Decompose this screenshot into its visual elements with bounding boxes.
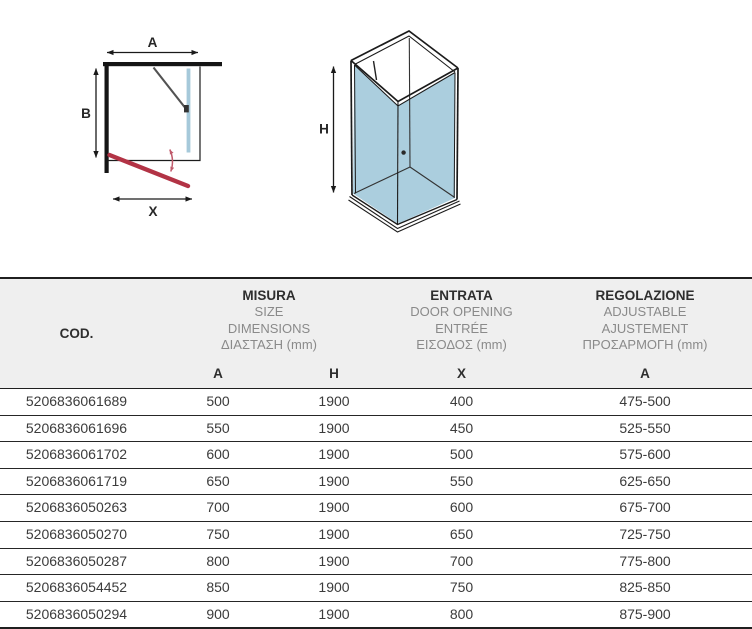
- a-value: 600: [206, 446, 230, 463]
- table-row: [0, 495, 752, 522]
- subcol-regolazione-a: A: [538, 358, 752, 389]
- cod-value: 5206836061719: [25, 472, 128, 489]
- x-value: 800: [449, 605, 474, 622]
- col-group-entrata: [385, 278, 538, 358]
- cod-value: 5206836054452: [25, 579, 128, 596]
- plan-label-a: A: [147, 35, 158, 50]
- entrata-sub2: ENTRÉE: [435, 320, 488, 336]
- a-value: 800: [206, 552, 230, 569]
- adj-value: 825-850: [619, 579, 671, 596]
- col-group-regolazione: [538, 278, 752, 358]
- figure-iso-view: [319, 31, 460, 232]
- x-value: 600: [449, 499, 474, 516]
- a-value: 550: [206, 419, 230, 436]
- table-row: [0, 575, 752, 602]
- col-group-misura: [153, 278, 385, 358]
- h-value: 1900: [318, 393, 350, 409]
- h-value: 1900: [318, 579, 350, 596]
- adj-value: 575-600: [619, 446, 671, 463]
- regolazione-sub3: ΠΡΟΣΑΡΜΟΓΗ (mm): [582, 337, 708, 352]
- misura-title: MISURA: [242, 288, 296, 303]
- spec-table-body: [0, 389, 752, 629]
- h-value: 1900: [318, 419, 350, 436]
- x-value: 400: [449, 393, 474, 409]
- table-row: [0, 521, 752, 548]
- regolazione-sub2: AJUSTEMENT: [601, 320, 689, 336]
- iso-label-h: H: [319, 121, 329, 137]
- regolazione-title: REGOLAZIONE: [595, 288, 695, 303]
- a-value: 650: [206, 472, 230, 489]
- regolazione-sub1: ADJUSTABLE: [603, 304, 687, 319]
- adj-value: 625-650: [619, 472, 671, 489]
- misura-sub1: SIZE: [254, 304, 284, 319]
- table-row: [0, 442, 752, 469]
- table-row: [0, 601, 752, 628]
- table-row: [0, 415, 752, 442]
- back-corner-edge: [409, 38, 410, 167]
- h-value: 1900: [318, 446, 350, 463]
- spec-table-header: [0, 278, 752, 389]
- table-row: [0, 389, 752, 416]
- h-value: 1900: [318, 525, 350, 542]
- x-value: 550: [449, 472, 474, 489]
- plan-label-b: B: [81, 106, 91, 121]
- figure-plan-view: [81, 35, 222, 219]
- plan-label-x: X: [148, 204, 158, 219]
- technical-drawings: [0, 0, 752, 277]
- support-bar-line: [154, 68, 187, 110]
- x-value: 650: [449, 525, 474, 542]
- subcol-entrata-x: X: [385, 358, 538, 389]
- a-value: 700: [206, 499, 230, 516]
- h-value: 1900: [318, 472, 350, 489]
- cod-value: 5206836050287: [25, 552, 128, 569]
- door-knob-dot: [401, 150, 405, 154]
- door-open-line: [110, 155, 189, 186]
- adj-value: 475-500: [619, 393, 671, 409]
- col-header-cod: COD.: [0, 278, 153, 389]
- support-bar-end: [184, 105, 189, 112]
- glass-right-panel: [399, 73, 456, 224]
- entrata-sub1: DOOR OPENING: [410, 304, 513, 319]
- x-value: 500: [449, 446, 474, 463]
- a-value: 750: [206, 525, 230, 542]
- h-value: 1900: [318, 605, 350, 622]
- enclosure-outline: [108, 67, 201, 161]
- cod-value: 5206836061702: [25, 446, 128, 463]
- table-row: [0, 468, 752, 495]
- adj-value: 875-900: [619, 605, 671, 622]
- spec-table: [0, 277, 752, 629]
- cod-value: 5206836050294: [25, 605, 128, 622]
- table-row: [0, 548, 752, 575]
- cod-value: 5206836050270: [25, 525, 128, 542]
- wall-top: [103, 62, 222, 66]
- subcol-misura-h: H: [283, 358, 385, 389]
- adj-value: 775-800: [619, 552, 671, 569]
- adj-value: 675-700: [619, 499, 671, 516]
- a-value: 900: [206, 605, 230, 622]
- misura-sub3: ΔΙΑΣΤΑΣΗ (mm): [221, 337, 318, 352]
- x-value: 700: [449, 552, 474, 569]
- cod-value: 5206836061696: [25, 419, 128, 436]
- adj-value: 725-750: [619, 525, 671, 542]
- a-value: 850: [206, 579, 230, 596]
- cod-value: 5206836050263: [25, 499, 128, 516]
- h-value: 1900: [318, 499, 350, 516]
- x-value: 750: [449, 579, 474, 596]
- x-value: 450: [449, 419, 474, 436]
- entrata-title: ENTRATA: [430, 288, 493, 303]
- cod-value: 5206836061689: [25, 393, 128, 409]
- misura-sub2: DIMENSIONS: [227, 320, 311, 336]
- support-bar-tick: [374, 61, 377, 80]
- subcol-misura-a: A: [153, 358, 283, 389]
- adj-value: 525-550: [619, 419, 671, 436]
- h-value: 1900: [318, 552, 350, 569]
- entrata-sub3: ΕΙΣΟΔΟΣ (mm): [416, 337, 507, 352]
- a-value: 500: [206, 393, 230, 409]
